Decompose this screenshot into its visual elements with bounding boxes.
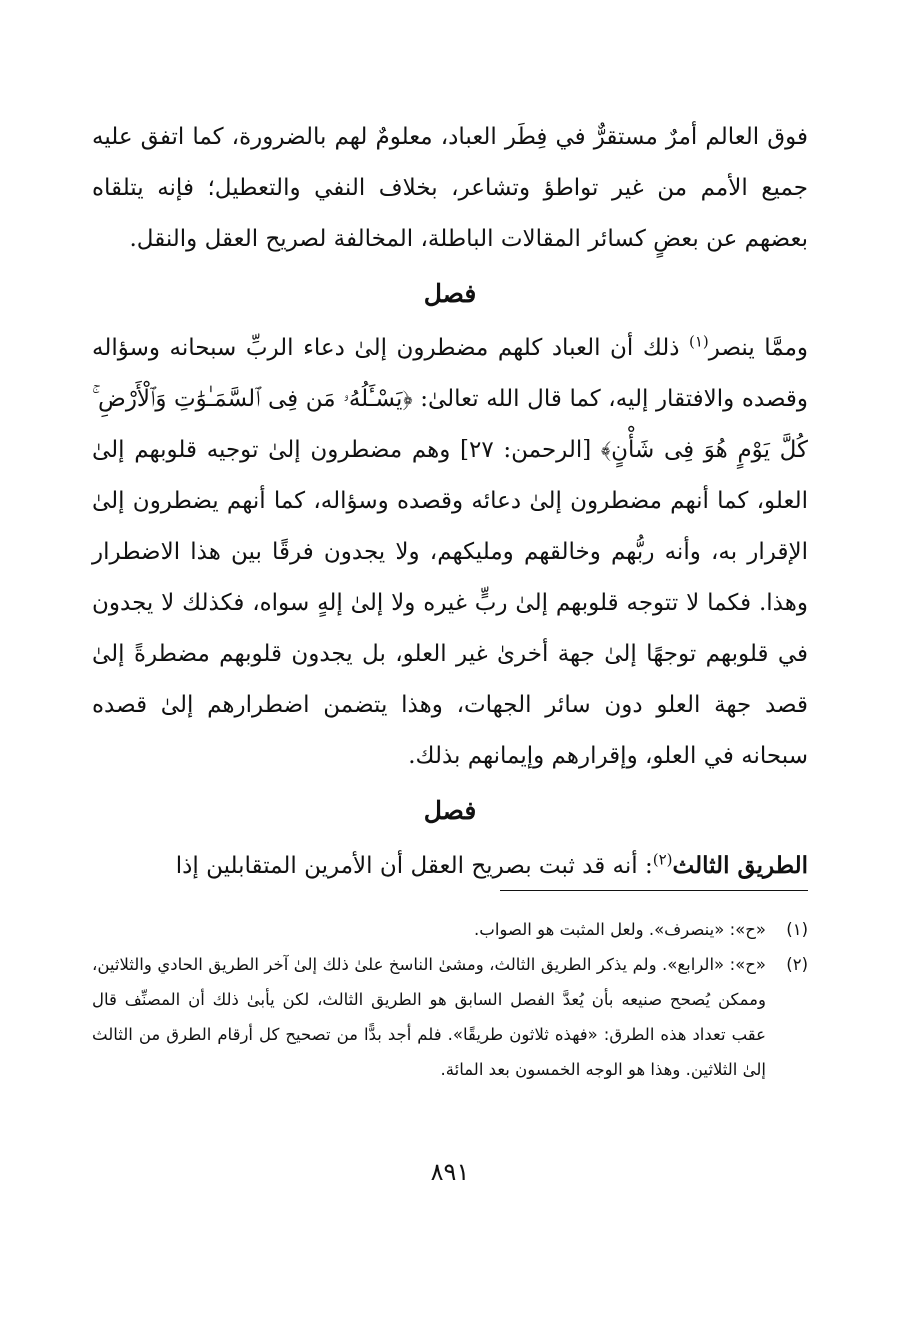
page-body xyxy=(92,112,808,892)
section-heading-2: فصل xyxy=(423,796,477,825)
footnote-ref-2[interactable]: (٢) xyxy=(652,850,673,869)
footnote-text: «ح»: «الرابع». ولم يذكر الطريق الثالث، ومشىٰ الناسخ علىٰ ذلك إلىٰ آخر الطريق الحادي والثلاثين، وممكن يُصحح صنيعه بأن يُعدَّ الفصل السابق هو الطريق الثالث، لكن يأبىٰ ذلك أن المصنِّف قال عقب تعداد هذه الطرق: «فهذه ثلاثون طريقًا». فلم أجد بدًّا من تصحيح كل أرقام الطرق من الثالث إلىٰ الثلاثين. وهذا هو الوجه الخمسون بعد المائة. xyxy=(92,955,766,1079)
paragraph-2-mid: ذلك أن العباد كلهم مضطرون إلىٰ دعاء الربِّ سبحانه وسؤاله وقصده والافتقار إليه، كما قال الله تعالىٰ: xyxy=(92,335,809,412)
paragraph-2 xyxy=(92,323,808,782)
quran-verse: ﴿يَسْـَٔلُهُۥ مَن فِى ٱلسَّمَـٰوَٰتِ وَٱلْأَرْضِ ۚ كُلَّ يَوْمٍ هُوَ فِى شَأْنٍ﴾ xyxy=(92,386,808,463)
footnote-number: (٢) xyxy=(786,955,808,974)
footnote-ref-1[interactable]: (١) xyxy=(688,332,709,351)
footnote-number: (١) xyxy=(786,920,808,939)
footnote-2 xyxy=(92,947,808,1087)
footnotes xyxy=(92,912,808,1087)
page-number: ٨٩١ xyxy=(430,1158,470,1186)
paragraph-3-rest: : أنه قد ثبت بصريح العقل أن الأمرين المتقابلين إذا xyxy=(175,853,653,879)
section-heading-1: فصل xyxy=(423,279,477,308)
paragraph-1: فوق العالم أمرٌ مستقرٌّ في فِطَر العباد، معلومٌ لهم بالضرورة، كما اتفق عليه جميع الأمم من غير تواطؤ وتشاعر، بخلاف النفي والتعطيل؛ فإنه يتلقاه بعضهم عن بعضٍ كسائر المقالات الباطلة، المخالفة لصريح العقل والنقل. xyxy=(92,124,808,252)
footnote-1 xyxy=(92,912,808,947)
paragraph-3 xyxy=(92,840,808,892)
paragraph-2-start: وممَّا ينصر xyxy=(708,335,808,361)
footnote-text: «ح»: «ينصرف». ولعل المثبت هو الصواب. xyxy=(474,920,766,939)
paragraph-3-lead: الطريق الثالث xyxy=(672,852,808,879)
footnote-divider xyxy=(500,890,808,891)
paragraph-2-end: [الرحمن: ٢٧] وهم مضطرون إلىٰ توجيه قلوبهم إلىٰ العلو، كما أنهم مضطرون إلىٰ دعائه وقصده وسؤاله، كما أنهم يضطرون إلىٰ الإقرار به، وأنه ربُّهم وخالقهم ومليكهم، ولا يجدون فرقًا بين هذا الاضطرار وهذا. فكما لا تتوجه قلوبهم إلىٰ ربٍّ غيره ولا إلىٰ إلهٍ سواه، فكذلك لا يجدون في قلوبهم توجهًا إلىٰ جهة أخرىٰ غير العلو، بل يجدون قلوبهم مضطرةً إلىٰ قصد جهة العلو دون سائر الجهات، وهذا يتضمن اضطرارهم إلىٰ قصده سبحانه في العلو، وإقرارهم وإيمانهم بذلك. xyxy=(92,437,808,769)
